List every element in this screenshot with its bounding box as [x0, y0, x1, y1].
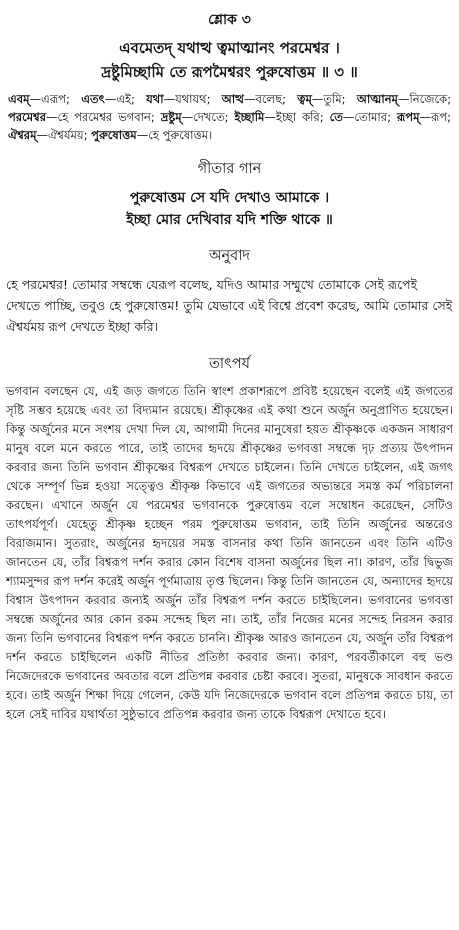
synonym-term: আত্থ: [221, 92, 244, 106]
synonym-term: ত্বম্: [297, 92, 312, 106]
verse-number: শ্লোক ৩: [208, 12, 251, 28]
song-line-2: ইচ্ছা মোর দেখিবার যদি শক্তি থাকে ॥: [126, 212, 333, 228]
synonym-meaning: তোমার: [354, 110, 388, 124]
synonym-term: পরমেশ্বর: [8, 110, 47, 124]
synonym-meaning: হে পরমেশ্বর ভগবান: [57, 110, 151, 124]
song-block: [0, 187, 459, 231]
synonym-meaning: এই: [116, 92, 131, 106]
synonym-meaning: ইচ্ছা করি: [275, 110, 320, 124]
song-title: গীতার গান: [197, 161, 262, 177]
synonym-meaning: এরূপ: [41, 92, 66, 106]
translation-text: হে পরমেশ্বর! তোমার সম্বন্ধে যেরূপ বলেছ, যদিও আমার সম্মুখে তোমাকে সেই রূপেই দেখতে পাচ্ছি, তবুও হে পুরুষোত্তম! তুমি যেভাবে এই বিশ্বে প্রবেশ করেছ, আমি তোমার সেই ঐশ্বর্যময় রূপ দেখতে ইচ্ছা করি।: [6, 277, 453, 334]
synonym-meaning: নিজেকে: [409, 92, 448, 106]
word-for-word-synonyms: এবম্—এরূপ; এতৎ—এই; যথা—যথাযথ; আত্থ—বলেছ; ত্বম্—তুমি; আত্মানম্—নিজেকে; পরমেশ্বর—হে পরমেশ্বর ভগবান; দ্রষ্টুম্—দেখতে; ইচ্ছামি—ইচ্ছা করি; তে—তোমার; রূপম্—রূপ; ঐশ্বরম্—ঐশ্বর্যময়; পুরুষোত্তম—হে পুরুষোত্তম।: [8, 92, 452, 142]
synonym-meaning: রূপ: [430, 110, 448, 124]
synonym-term: এবম্: [8, 92, 30, 106]
verse-block: [0, 36, 459, 84]
synonym-meaning: ঐশ্বর্যময়: [48, 128, 84, 142]
verse-line-2: দ্রষ্টুমিচ্ছামি তে রূপমৈশ্বরং পুরুষোত্তম ॥ ৩ ॥: [101, 63, 358, 81]
synonym-meaning: বলেছ: [255, 92, 283, 106]
synonym-term: ঐশ্বরম্: [8, 128, 37, 142]
synonym-term: আত্মানম্: [356, 92, 398, 106]
verse-line-1: এবমেতদ্ যথাত্থ ত্বমাত্মানং পরমেশ্বর ।: [119, 39, 340, 57]
synonym-term: দ্রষ্টুম্: [160, 110, 182, 124]
synonym-meaning: তুমি: [323, 92, 342, 106]
translation-title: অনুবাদ: [208, 248, 251, 264]
synonym-term: রূপম্: [396, 110, 420, 124]
synonym-term: এতৎ: [81, 92, 105, 106]
synonym-term: যথা: [146, 92, 164, 106]
purport-text: ভগবান বলছেন যে, এই জড় জগতে তিনি স্বাংশ প্রকাশরূপে প্রবিষ্ট হয়েছেন বলেই এই জগতের সৃষ্টি সম্ভব হয়েছে এবং তা বিদ্যমান রয়েছে। শ্রীকৃষ্ণের এই কথা শুনে অর্জুন অনুপ্রাণিত হয়েছেন। কিন্তু অর্জুনের মনে সংশয় দেখা দিল যে, আগামী দিনের মানুষেরা হয়ত শ্রীকৃষ্ণকে একজন সাধারণ মানুষ বলে মনে করতে পারে, তাই তাদের হৃদয়ে শ্রীকৃষ্ণের ভগবত্তা সম্বন্ধে দৃঢ় প্রত্যয় উৎপাদন করবার জন্য তিনি ভগবান শ্রীকৃষ্ণের বিশ্বরূপ দেখতে চাইলেন। তিনি দেখতে চাইলেন, এই জগৎ থেকে সম্পূর্ণ ভিন্ন হওয়া সত্ত্বেও শ্রীকৃষ্ণ কিভাবে এই জগতের অভ্যন্তরে সমস্ত কর্ম পরিচালনা করছেন। এখানে অর্জুন যে পরমেশ্বর ভগবানকে পুরুষোত্তম বলে সম্বোধন করেছেন, সেটিও তাৎপর্যপূর্ণ। যেহেতু শ্রীকৃষ্ণ হচ্ছেন পরম পুরুষোত্তম ভগবান, তাই তিনি অর্জুনের অন্তরেও বিরাজমান। সুতরাং, অর্জুনের হৃদয়ের সমস্ত বাসনার কথা তিনি জানতেন এবং তিনি এটিও জানতেন যে, তাঁর বিশ্বরূপ দর্শন করার কোন বিশেষ বাসনা অর্জুনের ছিল না। কারণ, তাঁর দ্বিভুজ শ্যামসুন্দর রূপ দর্শন করেই অর্জুন পূর্ণমাত্রায় তৃপ্ত ছিলেন। কিন্তু তিনি জানতেন যে, অন্যাদের হৃদয়ে বিশ্বাস উৎপাদন করবার জন্যই অর্জুন তাঁর বিশ্বরূপ দর্শন করতে চাইছিলেন। ভগবানের ভগবত্তা সম্বন্ধে অর্জুনের আর কোন রকম সন্দেহ ছিল না। তাই, তাঁর নিজের মনের সন্দেহ নিরসন করার জন্য তিনি ভগবানের বিশ্বরূপ দর্শন করতে চাননি। শ্রীকৃষ্ণ আরও জানতেন যে, অর্জুন তাঁর বিশ্বরূপ দর্শন করতে চাইছিলেন একটি নীতির প্রতিষ্ঠা করবার জন্য। কারণ, পরবর্তীকালে বহু ভণ্ড নিজেদেরকে ভগবানের অবতার বলে প্রতিপন্ন করবার চেষ্টা করবে। সুতরা, মানুষকে সাবধান করতে হবে। তাই অর্জুন শিক্ষা দিয়ে গেলেন, কেউ যদি নিজেদেরকে ভগবান বলে প্রতিপন্ন করতে চায়, তা হলে সেই দাবির যথার্থতা সুষ্ঠুভাবে প্রতিপন্ন করবার জন্য তাকে বিশ্বরূপ দেখাতে হবে।: [6, 384, 453, 721]
synonym-term: ইচ্ছামি: [234, 110, 265, 124]
synonym-term: তে: [329, 110, 343, 124]
synonym-term: পুরুষোত্তম: [91, 128, 137, 142]
synonym-meaning: দেখতে: [193, 110, 225, 124]
song-line-1: পুরুষোত্তম সে যদি দেখাও আমাকে ।: [129, 190, 330, 206]
purport-title: তাৎপর্য: [208, 356, 251, 372]
synonym-meaning: হে পুরুষোত্তম: [148, 128, 209, 142]
synonym-meaning: যথাযথ: [175, 92, 207, 106]
